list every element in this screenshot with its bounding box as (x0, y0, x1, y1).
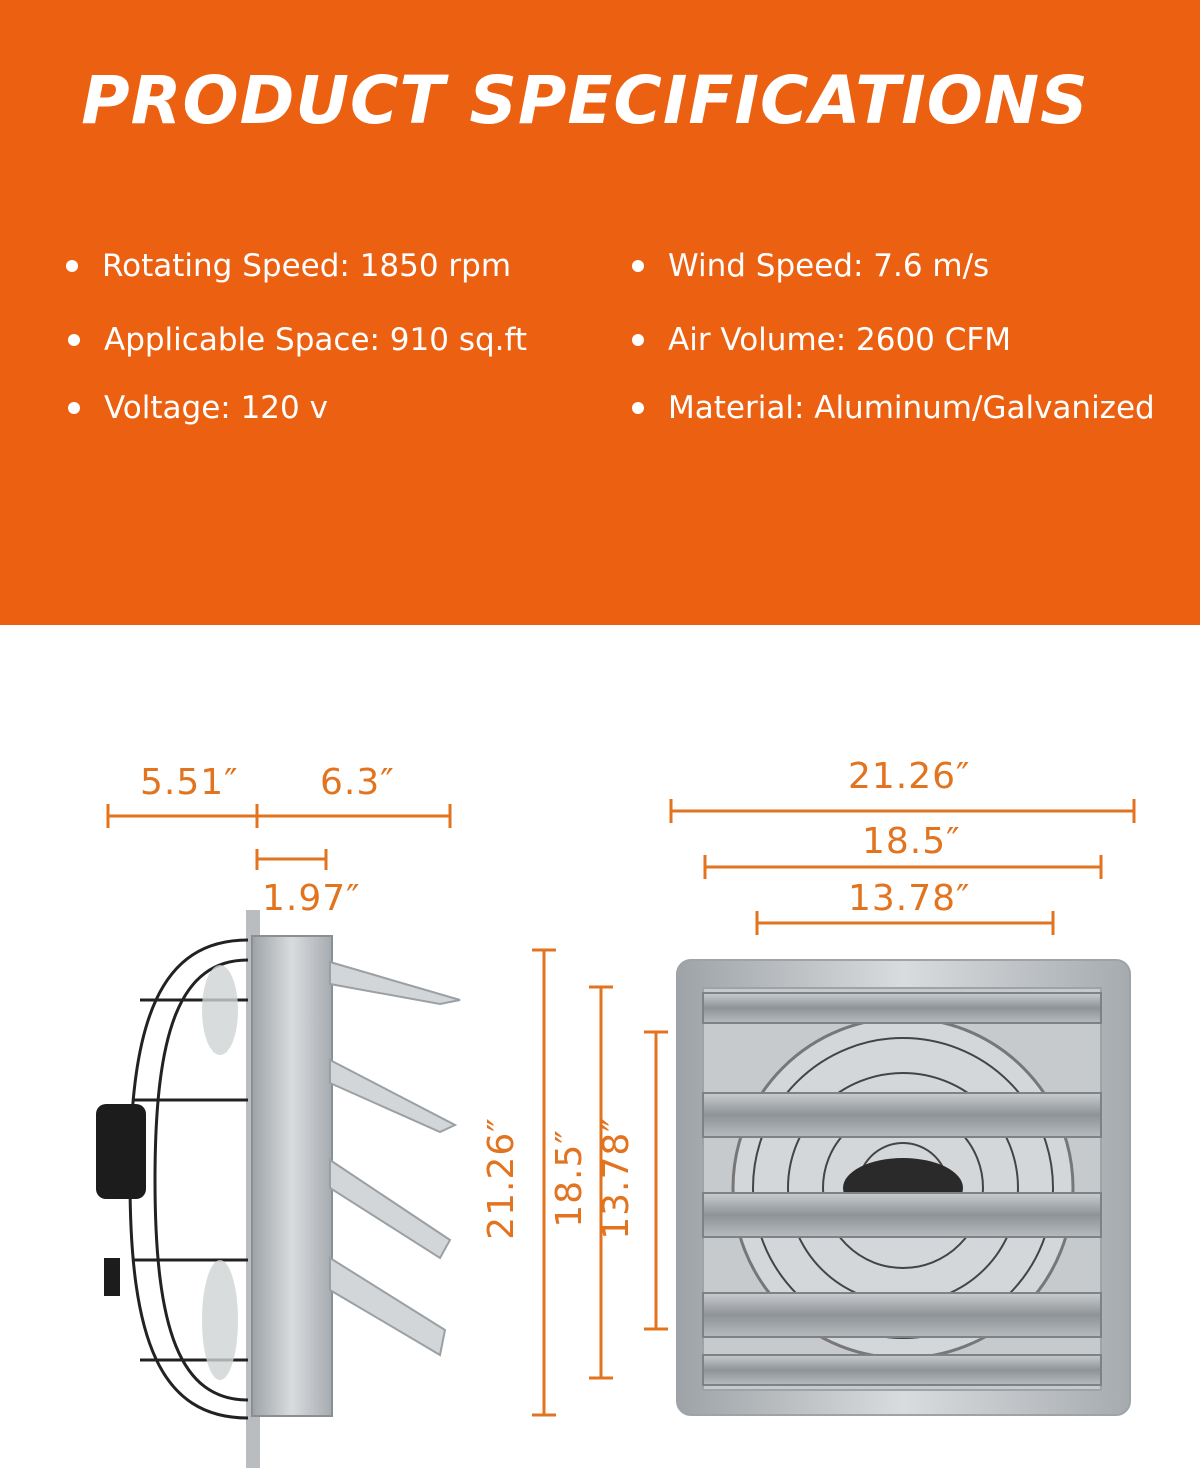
spec-text: Rotating Speed: 1850 rpm (102, 248, 512, 284)
fan-front-view (677, 960, 1130, 1415)
dim-height-frame: 18.5″ (548, 1129, 590, 1228)
spec-text: Material: Aluminum/Galvanized (668, 390, 1155, 426)
fan-side-view (96, 910, 460, 1468)
dim-front-width-outer: 21.26″ (848, 756, 971, 797)
spec-text: Applicable Space: 910 sq.ft (104, 322, 528, 358)
dim-side-depth-back: 6.3″ (320, 762, 395, 803)
dim-front-width-opening: 13.78″ (848, 878, 971, 919)
page-title: PRODUCT SPECIFICATIONS (81, 62, 1089, 139)
side-dimension-lines (108, 804, 450, 870)
dim-height-outer: 21.26″ (480, 1117, 522, 1240)
dim-height-opening: 13.78″ (595, 1117, 637, 1240)
spec-text: Wind Speed: 7.6 m/s (668, 248, 990, 284)
dim-side-depth-front: 5.51″ (140, 762, 239, 803)
dim-side-flange: 1.97″ (262, 878, 361, 919)
dim-front-width-frame: 18.5″ (862, 821, 961, 862)
spec-text: Voltage: 120 v (104, 390, 328, 426)
spec-text: Air Volume: 2600 CFM (668, 322, 1011, 358)
